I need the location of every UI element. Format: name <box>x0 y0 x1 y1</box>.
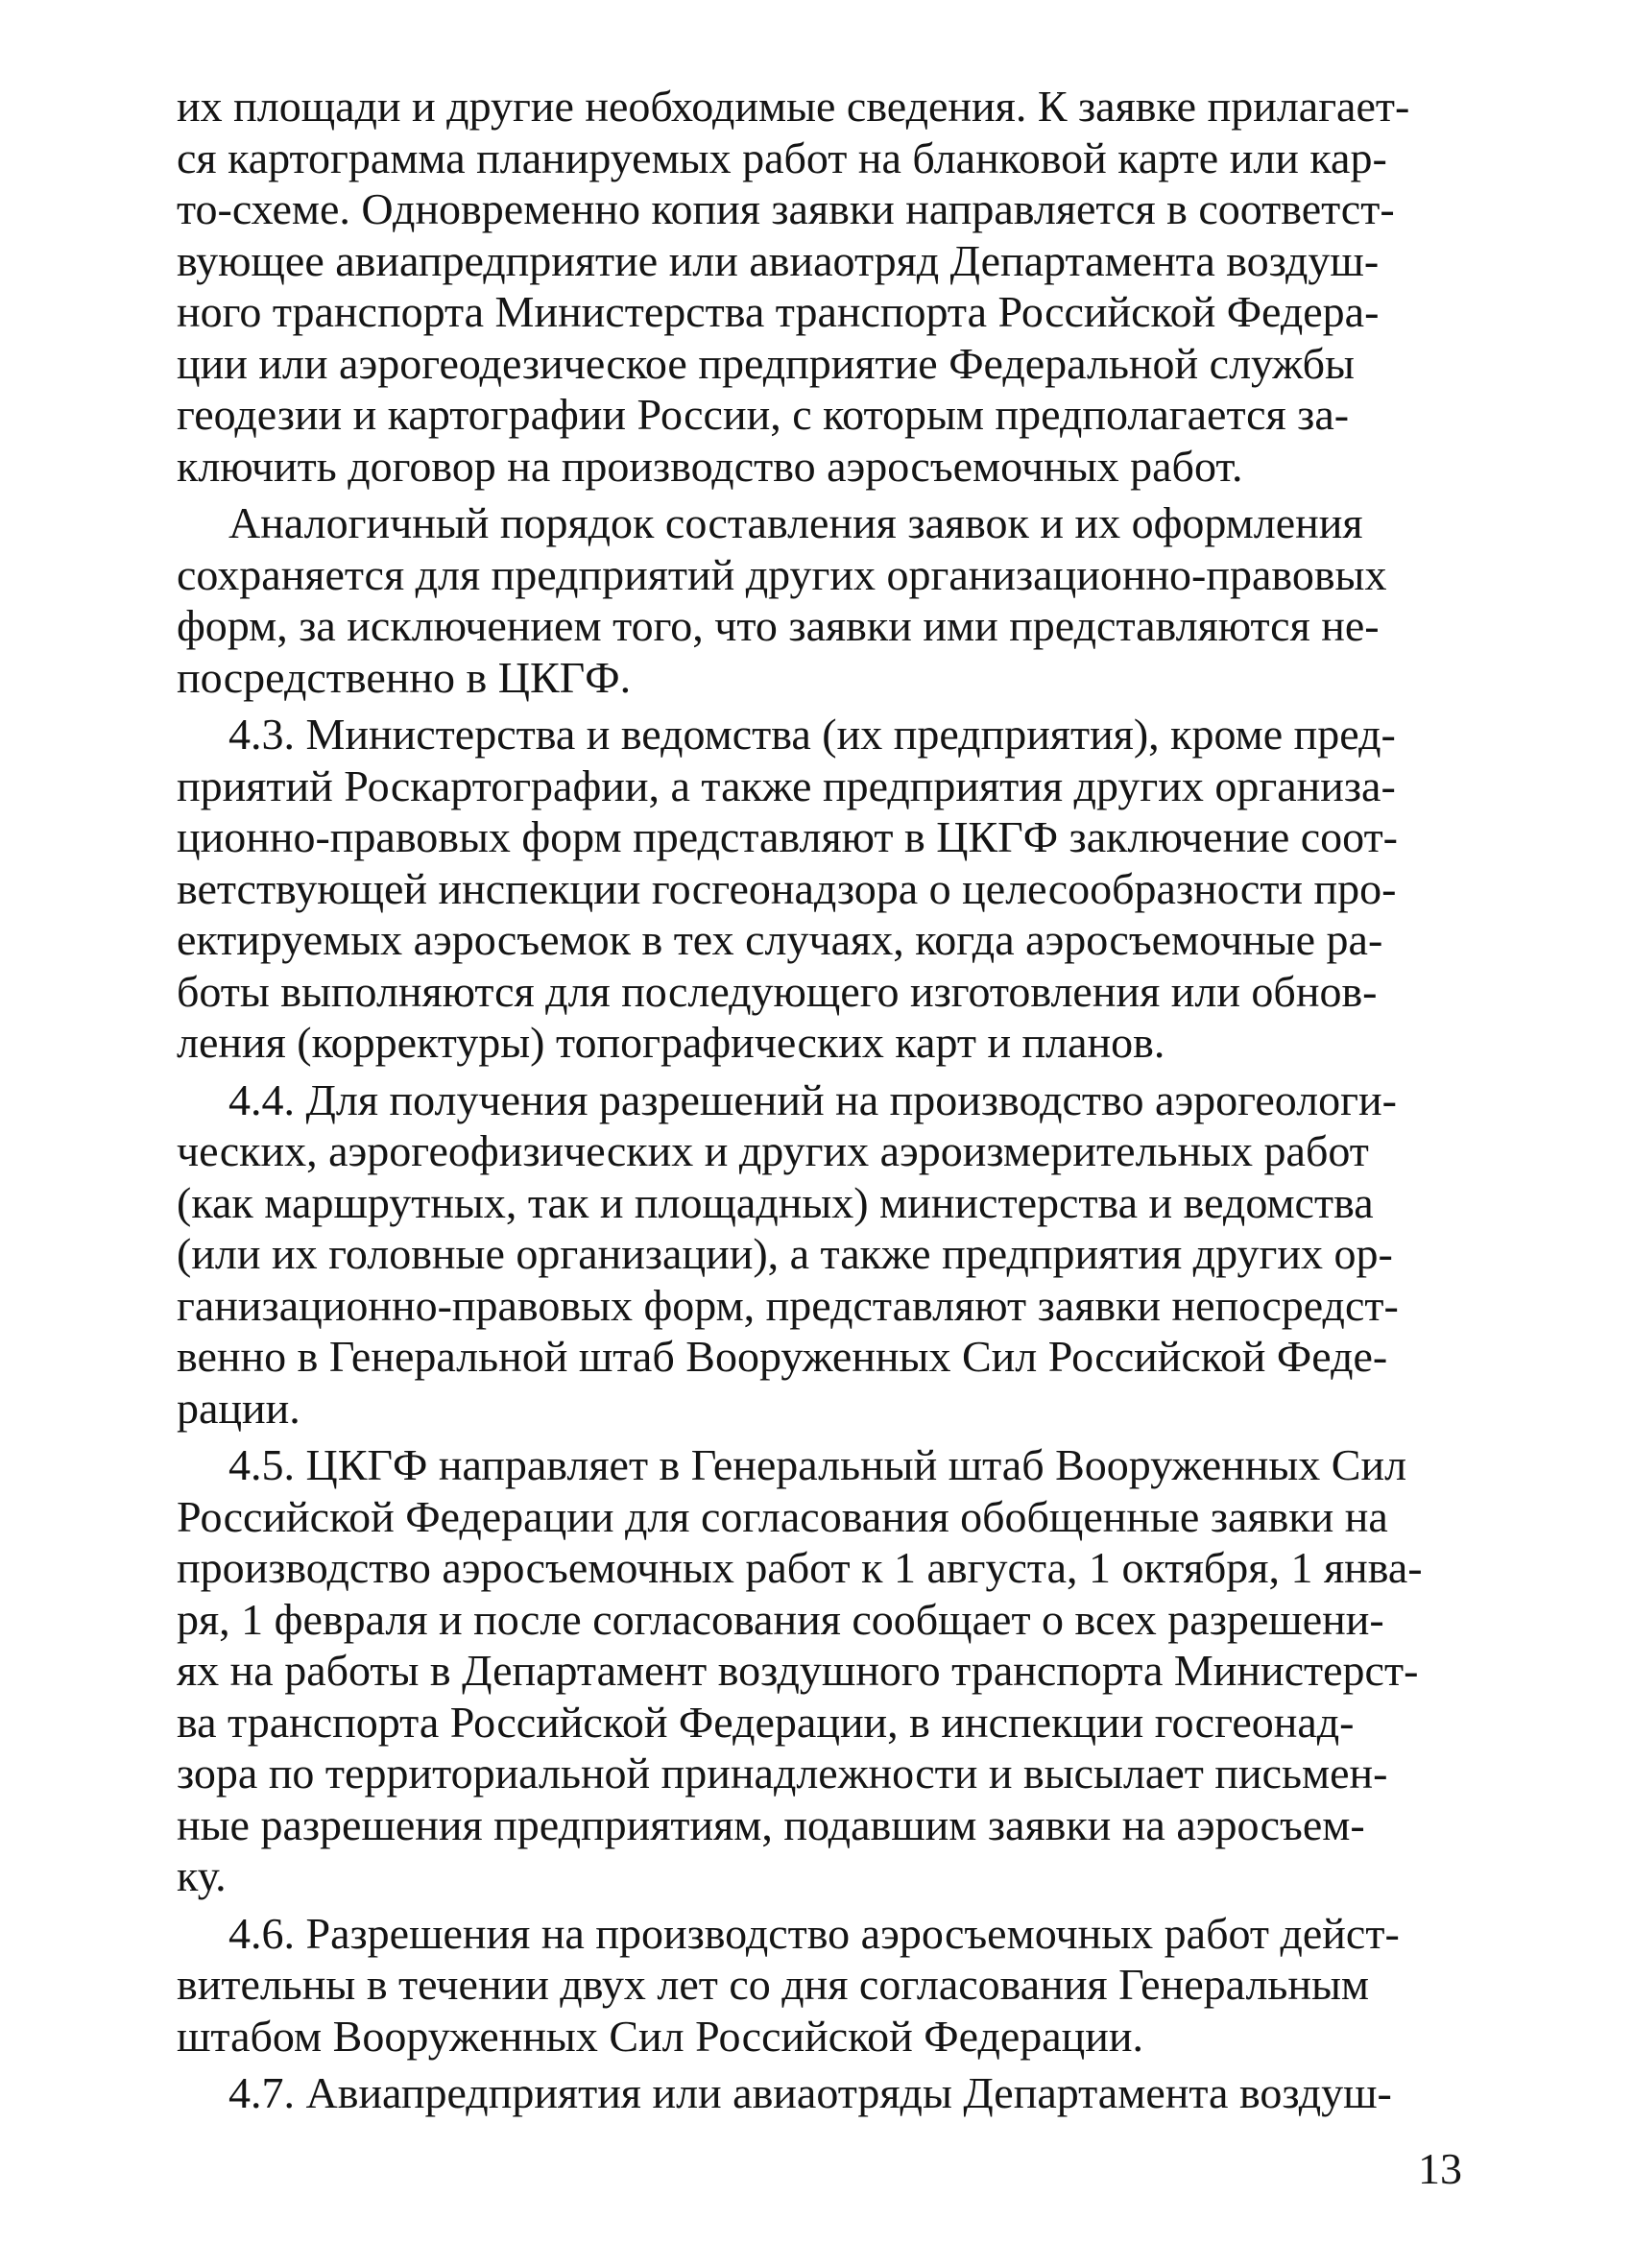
body-text <box>177 81 1459 2119</box>
paragraph-analogous-procedure: Аналогичный порядок составления заявок и их оформления сохраняется для предприятий других организационно-правовых форм, за исключением того, что заявки ими представляются не- посредственно в ЦКГФ. <box>177 498 1387 702</box>
paragraph-4-4: 4.4. Для получения разрешений на производство аэрогеологи- ческих, аэрогеофизических и других аэроизмерительных работ (как маршрутных, так и площадных) министерства и ведомства (или их головные организации), а также предприятия других ор- ганизационно-правовых форм, представляют заявки непосредст- венно в Генеральной штаб Вооруженных Сил Российской Феде- рации. <box>177 1074 1399 1433</box>
paragraph-4-3: 4.3. Министерства и ведомства (их предприятия), кроме пред- приятий Роскартографии, а также предприятия других организа- ционно-правовых форм представляют в ЦКГФ заключение соот- ветствующей инспекции госгеонадзора о целесообразности про- ектируемых аэросъемок в тех случаях, когда аэросъемочные ра- боты выполняются для последующего изготовления или обнов- ления (корректуры) топографических карт и планов. <box>177 710 1398 1067</box>
page-number: 13 <box>1418 2144 1462 2193</box>
paragraph-4-7: 4.7. Авиапредприятия или авиаотряды Департамента воздуш- <box>228 2068 1392 2117</box>
paragraph-continuation: их площади и другие необходимые сведения. К заявке прилагает- ся картограмма планируемых работ на бланковой карте или кар- то-схеме. Одновременно копия заявки направляется в соответст- вующее авиапредприятие или авиаотряд Департамента воздуш- ного транспорта Министерства транспорта Российской Федера- ции или аэрогеодезическое предприятие Федеральной службы геодезии и картографии России, с которым предполагается за- ключить договор на производство аэросъемочных работ. <box>177 82 1410 491</box>
paragraph-4-6: 4.6. Разрешения на производство аэросъемочных работ дейст- вительны в течении двух лет со дня согласования Генеральным штабом Вооруженных Сил Российской Федерации. <box>177 1908 1400 2061</box>
paragraph-4-5: 4.5. ЦКГФ направляет в Генеральный штаб Вооруженных Сил Российской Федерации для согласования обобщенные заявки на производство аэросъемочных работ к 1 августа, 1 октября, 1 янва- ря, 1 февраля и после согласования сообщает о всех разрешени- ях на работы в Департамент воздушного транспорта Министерст- ва транспорта Российской Федерации, в инспекции госгеонад- зора по территориальной принадлежности и высылает письмен- ные разрешения предприятиям, подавшим заявки на аэросъем- ку. <box>177 1440 1423 1900</box>
